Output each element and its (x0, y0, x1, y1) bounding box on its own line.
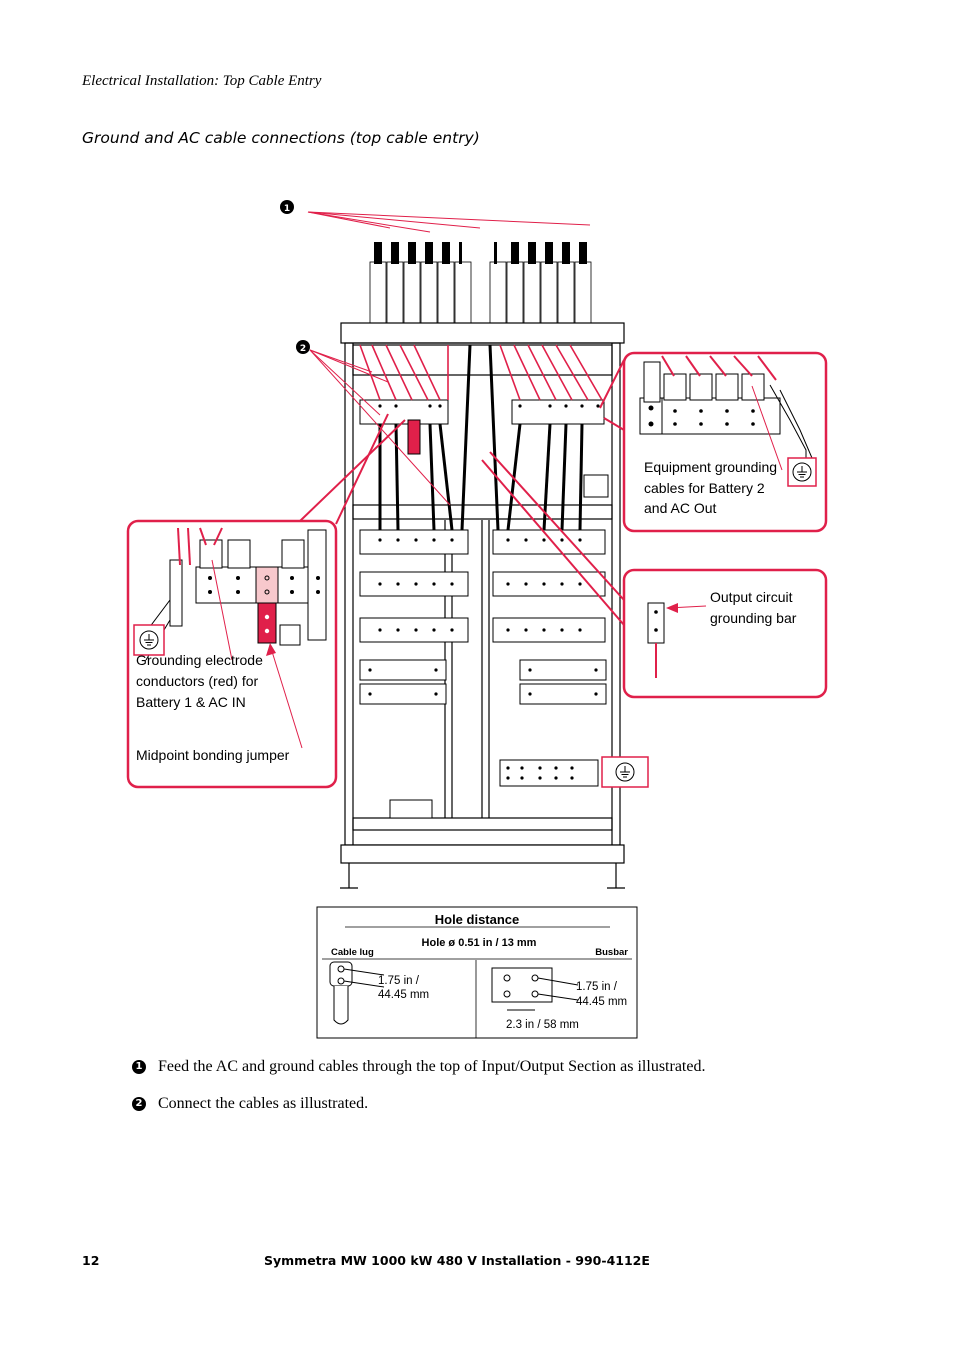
hole-table-title: Hole distance (434, 912, 520, 927)
running-header: Electrical Installation: Top Cable Entry (82, 73, 322, 89)
right-top-inset-label-line-2: cables for Battery 2 (644, 480, 765, 496)
cable-tips (374, 242, 587, 264)
red-grounding-conductors (360, 345, 602, 400)
right-mid-inset-label-line-2: grounding bar (710, 610, 797, 626)
cable-lug-label: Cable lug (331, 947, 374, 958)
callout-1-leaders (308, 212, 590, 232)
step-1 (132, 1058, 705, 1076)
step-2-number: 2 (132, 1097, 146, 1111)
step-1-text: Feed the AC and ground cables through the top of Input/Output Section as illustrated. (158, 1058, 706, 1075)
right-mid-inset-label-line-1: Output circuit (710, 589, 793, 605)
bar-width: 2.3 in / 58 mm (506, 1019, 579, 1031)
svg-text:2: 2 (299, 344, 307, 354)
svg-text:1: 1 (283, 204, 291, 214)
busbar-label: Busbar (595, 947, 628, 958)
lug-spacing-line-2: 44.45 mm (378, 989, 430, 1001)
step-2 (132, 1095, 368, 1113)
bar-spacing-line-2: 44.45 mm (576, 996, 628, 1008)
step-1-number: 1 (132, 1060, 146, 1074)
left-inset-label-line-2: conductors (red) for (136, 673, 259, 689)
left-inset-label-line-1: Grounding electrode (136, 652, 263, 668)
right-top-inset-label-line-1: Equipment grounding (644, 459, 778, 475)
section-title: Ground and AC cable connections (top cable entry) (82, 129, 480, 147)
incoming-cables (370, 262, 591, 324)
page-number: 12 (82, 1253, 100, 1268)
midpoint-jumper-label: Midpoint bonding jumper (136, 747, 290, 763)
step-2-text: Connect the cables as illustrated. (158, 1095, 369, 1112)
lug-spacing-line-1: 1.75 in / (378, 975, 419, 987)
hole-spec: Hole ø 0.51 in / 13 mm (421, 937, 537, 949)
footer-doc-title: Symmetra MW 1000 kW 480 V Installation - 990-4112E (264, 1253, 650, 1268)
right-top-inset-label-line-3: and AC Out (644, 500, 717, 516)
bar-spacing-line-1: 1.75 in / (576, 981, 617, 993)
left-inset-label-line-3: Battery 1 & AC IN (136, 694, 246, 710)
